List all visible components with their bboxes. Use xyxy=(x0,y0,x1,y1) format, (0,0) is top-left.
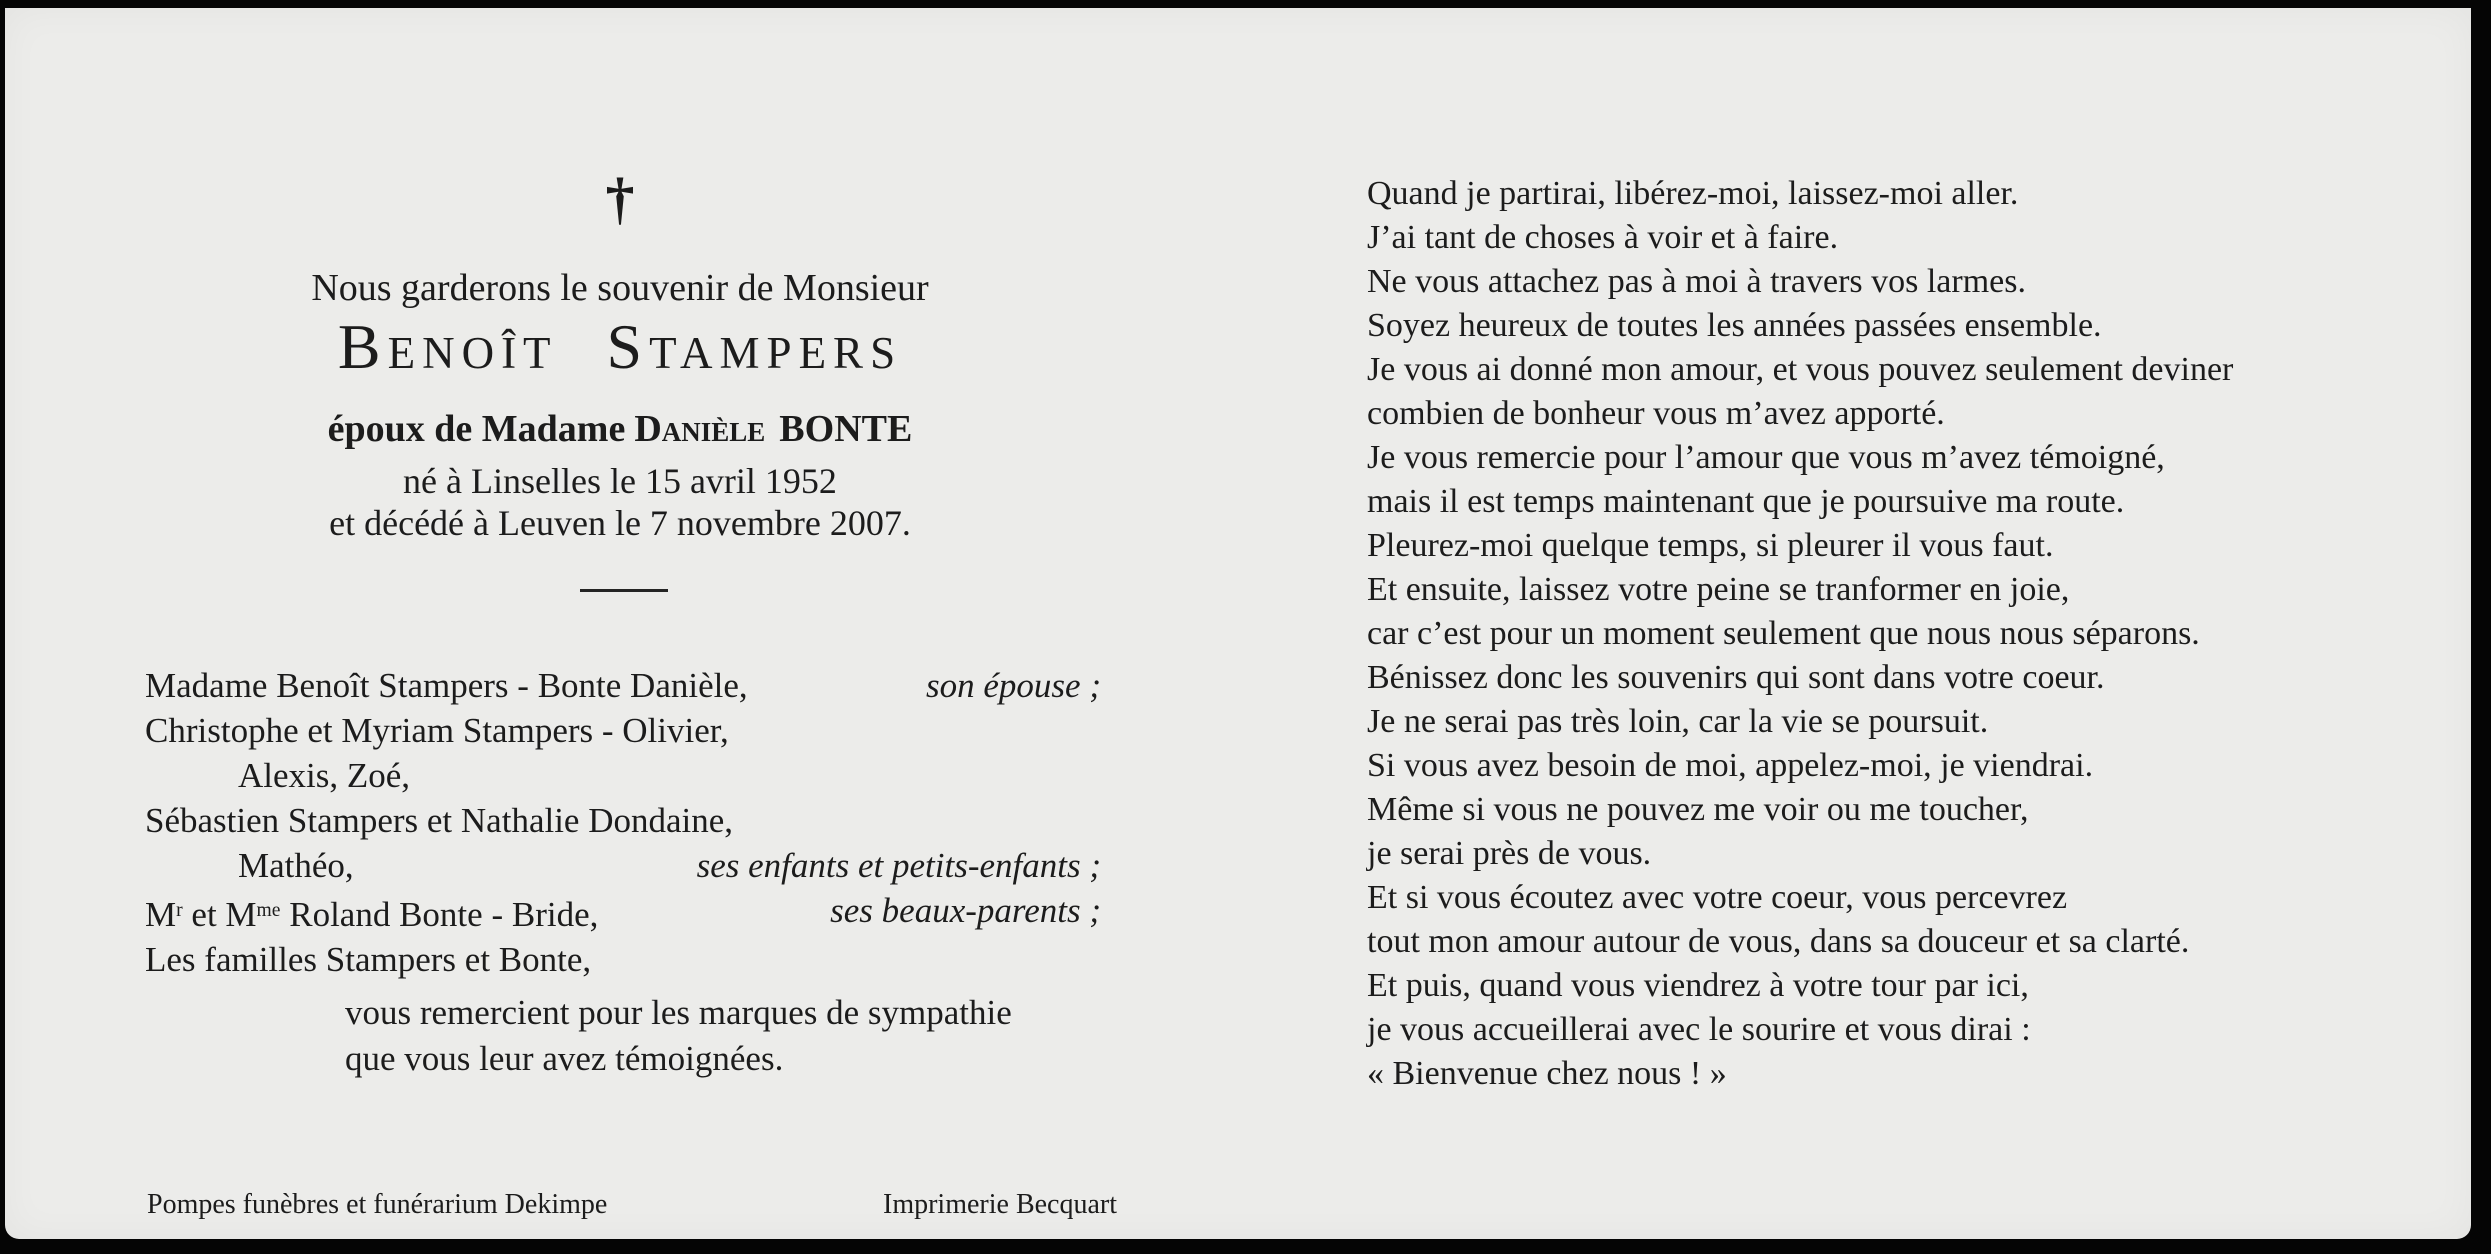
poem-line: tout mon amour autour de vous, dans sa douceur et sa clarté. xyxy=(1367,923,2190,960)
poem-line: Soyez heureux de toutes les années passées ensemble. xyxy=(1367,307,2102,344)
poem-line: Et puis, quand vous viendrez à votre tour par ici, xyxy=(1367,967,2029,1004)
family-row-text: Les familles Stampers et Bonte, xyxy=(145,939,592,979)
poem-line: Pleurez-moi quelque temps, si pleurer il vous faut. xyxy=(1367,527,2054,564)
family-row-text: Alexis, Zoé, xyxy=(238,756,411,795)
relation-label: ses beaux-parents ; xyxy=(830,891,1101,930)
family-row xyxy=(145,937,1101,982)
poem-line: Même si vous ne pouvez me voir ou me toucher, xyxy=(1367,791,2029,828)
funeral-home-credit: Pompes funèbres et funérarium Dekimpe xyxy=(147,1189,608,1220)
poem-line: Quand je partirai, libérez-moi, laissez-moi aller. xyxy=(1367,175,2019,212)
poem-line: je serai près de vous. xyxy=(1367,835,1652,872)
poem-line: je vous accueillerai avec le sourire et vous dirai : xyxy=(1367,1011,2031,1048)
family-row-text: Christophe et Myriam Stampers - Olivier, xyxy=(145,711,729,750)
poem-line: Je vous remercie pour l’amour que vous m’avez témoigné, xyxy=(1367,439,2165,476)
thanks-paragraph xyxy=(345,990,1012,1082)
poem-line: mais il est temps maintenant que je poursuive ma route. xyxy=(1367,483,2125,520)
poem-line: car c’est pour un moment seulement que nous nous séparons. xyxy=(1367,615,2200,652)
poem-line: J’ai tant de choses à voir et à faire. xyxy=(1367,219,1839,256)
poem-line: Ne vous attachez pas à moi à travers vos larmes. xyxy=(1367,263,2026,300)
poem-line: Si vous avez besoin de moi, appelez-moi, je viendrai. xyxy=(1367,747,2094,784)
family-row-text: Madame Benoît Stampers - Bonte Danièle, xyxy=(145,666,748,705)
poem xyxy=(1367,172,2417,1096)
separator-rule xyxy=(580,589,668,592)
spouse-firstname: Danièle xyxy=(634,408,766,450)
family-row-text: Mathéo, xyxy=(238,846,354,885)
family-row xyxy=(145,753,1101,798)
thanks-line: vous remercient pour les marques de sympathie xyxy=(345,993,1012,1032)
family-row xyxy=(145,663,1101,708)
relation-label: ses enfants et petits-enfants ; xyxy=(696,846,1101,885)
memorial-card xyxy=(5,8,2471,1239)
poem-line: Bénissez donc les souvenirs qui sont dans votre coeur. xyxy=(1367,659,2105,696)
poem-line: Je ne serai pas très loin, car la vie se poursuit. xyxy=(1367,703,1989,740)
poem-line: Et ensuite, laissez votre peine se tranformer en joie, xyxy=(1367,571,2070,608)
family-row xyxy=(145,843,1101,888)
family-row xyxy=(145,888,1101,937)
spouse-line xyxy=(140,406,1100,452)
family-row-text: $M^r$ et $M^{me}$ Roland Bonte - Bride, xyxy=(145,894,599,934)
death-line: et décédé à Leuven le 7 novembre 2007. xyxy=(329,503,911,543)
superscript-me: me xyxy=(256,900,281,921)
family-row-text: Sébastien Stampers et Nathalie Dondaine, xyxy=(145,801,734,840)
intro-line: Nous garderons le souvenir de Monsieur xyxy=(311,267,929,309)
poem-line: Et si vous écoutez avec votre coeur, vous percevrez xyxy=(1367,879,2068,916)
birth-line: né à Linselles le 15 avril 1952 xyxy=(403,461,837,501)
family-list xyxy=(145,663,1101,982)
poem-line: « Bienvenue chez nous ! » xyxy=(1367,1055,1727,1092)
poem-line: combien de bonheur vous m’avez apporté. xyxy=(1367,395,1945,432)
superscript-r: r xyxy=(176,900,183,921)
cross-icon: † xyxy=(605,166,635,231)
family-row xyxy=(145,708,1101,753)
poem-line: Je vous ai donné mon amour, et vous pouvez seulement deviner xyxy=(1367,351,2234,388)
relation-label: son épouse ; xyxy=(926,666,1101,705)
deceased-name: Benoît Stampers xyxy=(337,311,903,382)
spouse-prefix: époux de Madame xyxy=(327,408,626,450)
thanks-line: que vous leur avez témoignées. xyxy=(345,1039,784,1078)
family-row xyxy=(145,798,1101,843)
spouse-lastname: BONTE xyxy=(779,408,913,450)
printer-credit: Imprimerie Becquart xyxy=(883,1189,1118,1220)
